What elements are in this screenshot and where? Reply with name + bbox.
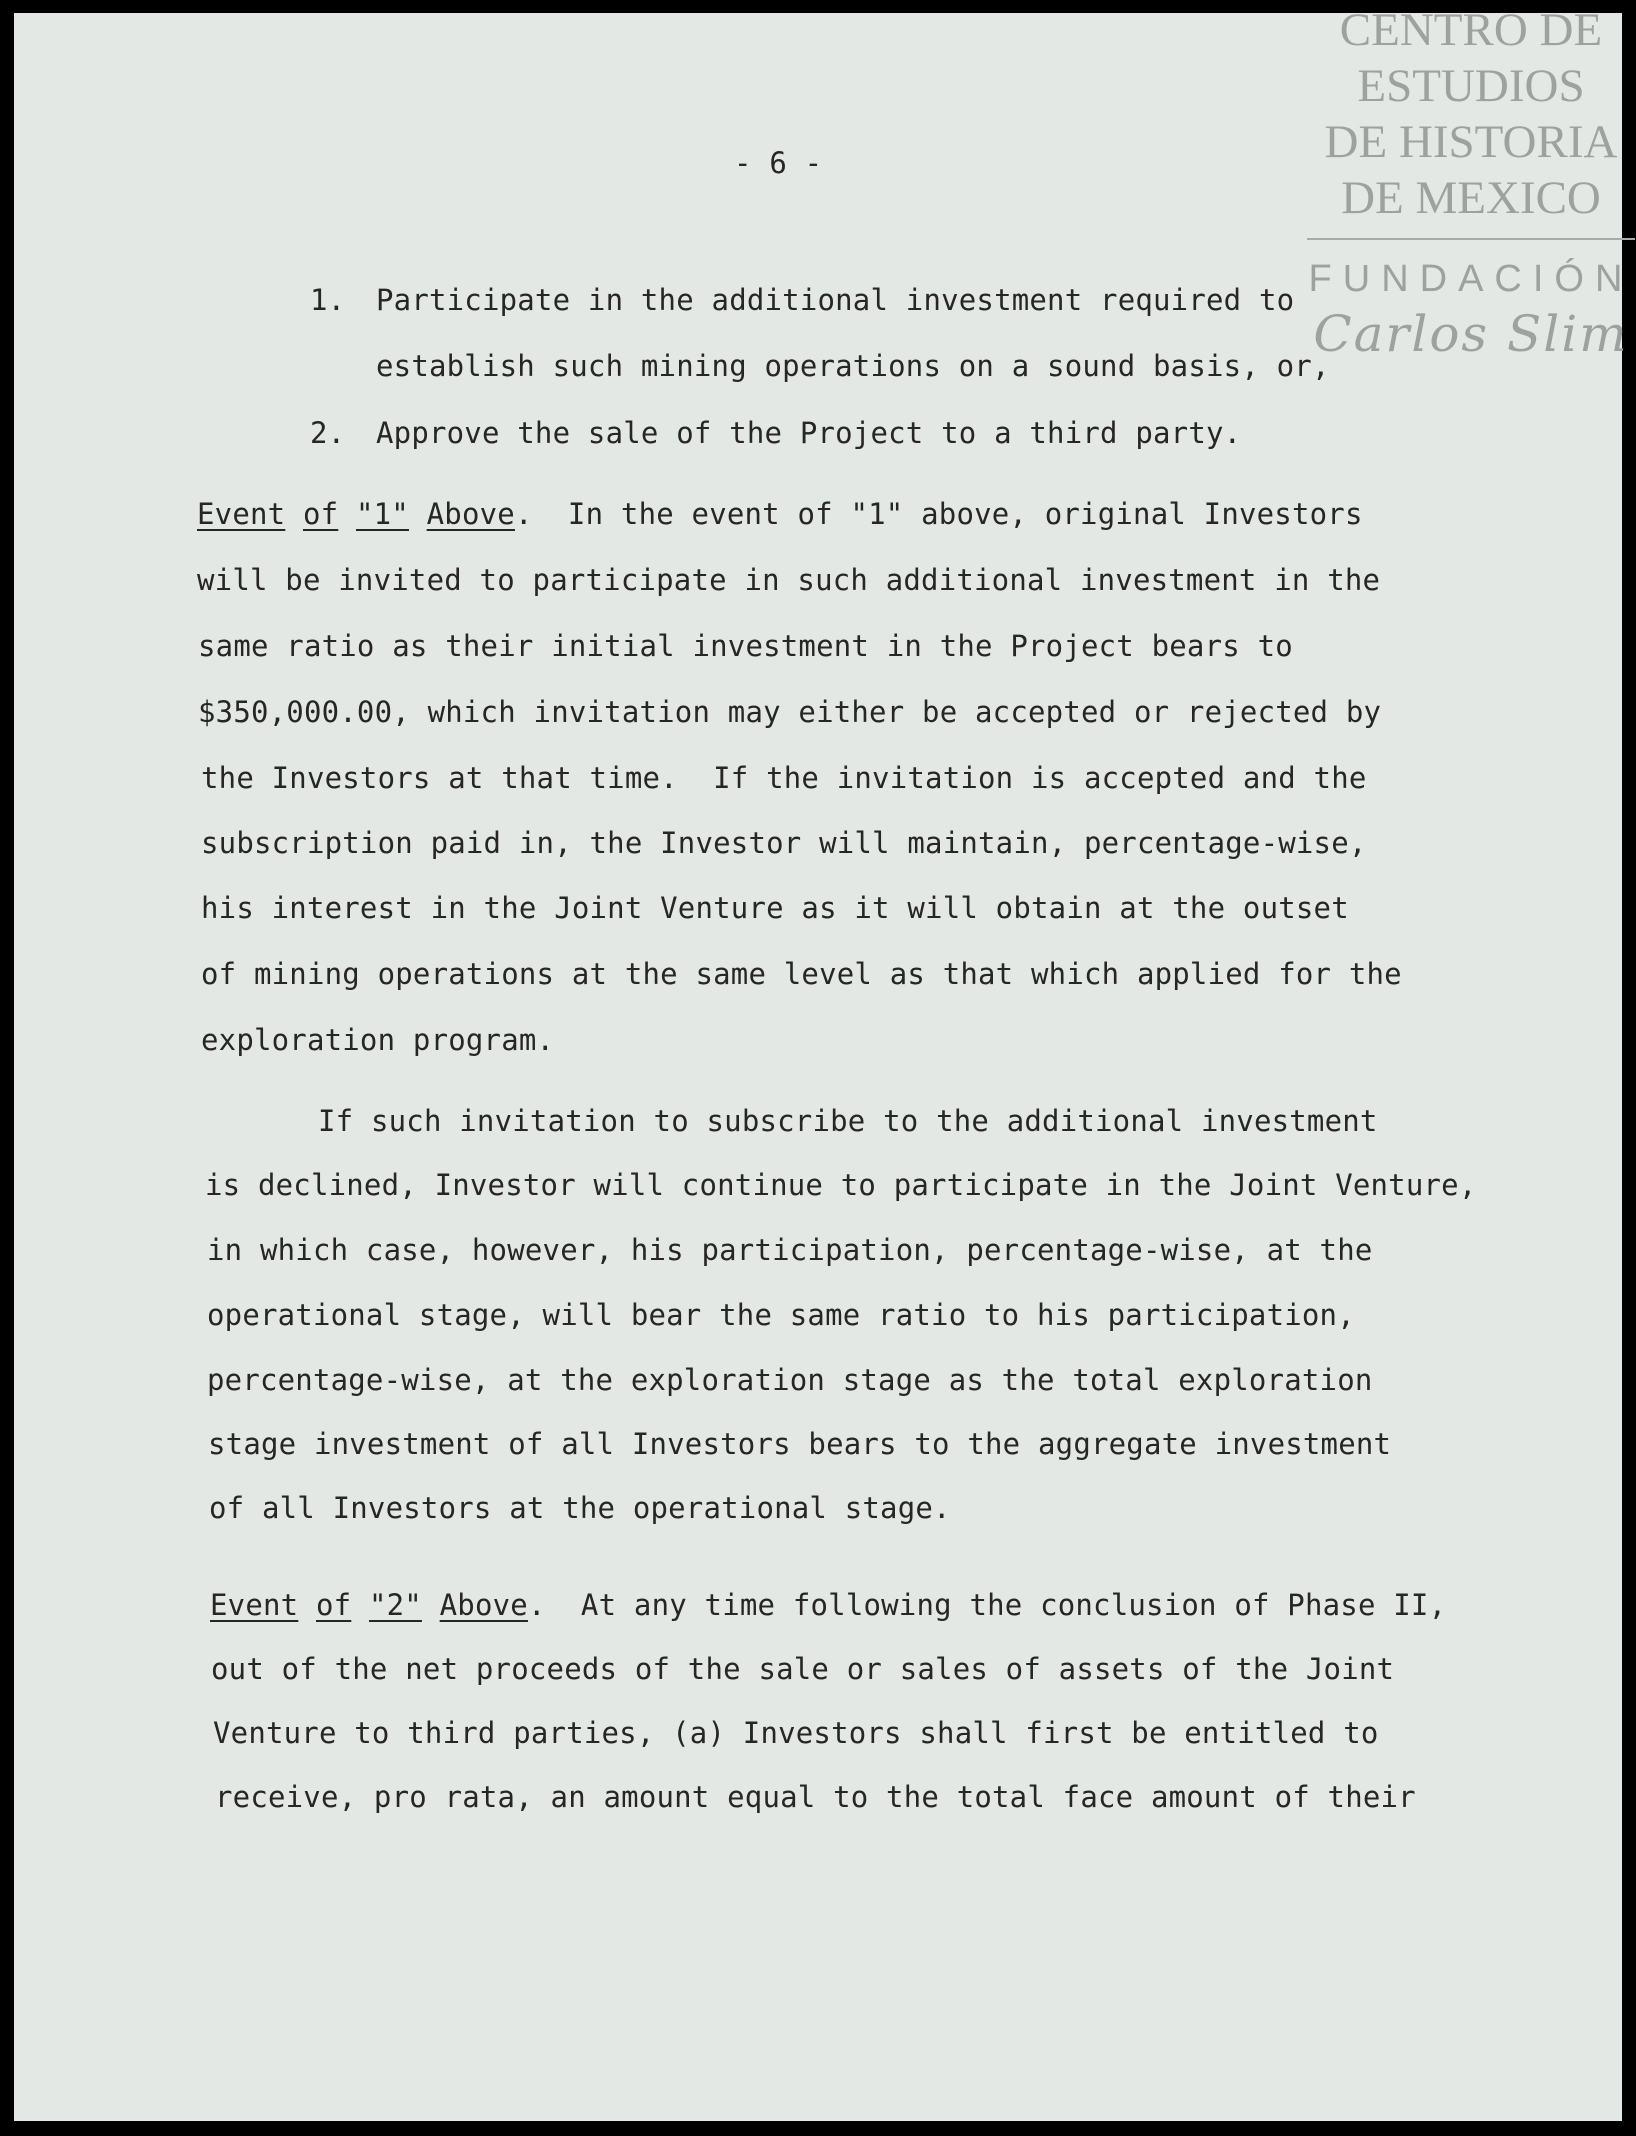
- paragraph-line: is declined, Investor will continue to participate in the Joint Venture,: [205, 1168, 1477, 1202]
- paragraph-line: will be invited to participate in such additional investment in the: [197, 563, 1381, 597]
- archive-stamp: [1307, 2, 1635, 364]
- stamp-divider: [1307, 238, 1635, 240]
- heading-underlined: "2": [368, 1588, 422, 1622]
- stamp-line: ESTUDIOS: [1357, 60, 1585, 112]
- heading-underlined: of: [302, 497, 339, 531]
- page-number: - 6 -: [734, 146, 823, 180]
- paragraph-line: $350,000.00, which invitation may either be accepted or rejected by: [198, 695, 1382, 729]
- paragraph-line: of mining operations at the same level as that which applied for the: [201, 957, 1402, 991]
- section-heading: [210, 1588, 1446, 1622]
- heading-underlined: Above: [426, 497, 515, 531]
- stamp-signature: Carlos Slim: [1313, 305, 1629, 363]
- paragraph-line: receive, pro rata, an amount equal to the total face amount of their: [215, 1780, 1416, 1814]
- paragraph-line: subscription paid in, the Investor will maintain, percentage-wise,: [201, 826, 1367, 860]
- heading-underlined: of: [315, 1588, 352, 1622]
- paragraph-line: in which case, however, his participation, percentage-wise, at the: [207, 1233, 1373, 1267]
- paragraph-line: same ratio as their initial investment in the Project bears to: [198, 629, 1293, 663]
- paragraph-line: out of the net proceeds of the sale or sales of assets of the Joint: [211, 1652, 1395, 1686]
- paragraph-line: of all Investors at the operational stage.: [209, 1491, 951, 1525]
- list-number: 2.: [310, 416, 346, 450]
- paragraph-line: percentage-wise, at the exploration stage as the total exploration: [207, 1363, 1373, 1397]
- paragraph-line: Venture to third parties, (a) Investors shall first be entitled to: [213, 1716, 1379, 1750]
- stamp-line: DE MEXICO: [1341, 172, 1601, 224]
- heading-underlined: Event: [210, 1588, 299, 1622]
- paragraph-line: the Investors at that time. If the invitation is accepted and the: [201, 761, 1367, 795]
- heading-rest: . At any time following the conclusion of Phase II,: [527, 1588, 1447, 1622]
- paragraph-line: If such invitation to subscribe to the additional investment: [318, 1104, 1378, 1138]
- section-heading: [197, 497, 1363, 531]
- paragraph-line: stage investment of all Investors bears to the aggregate investment: [208, 1427, 1392, 1461]
- paragraph-line: operational stage, will bear the same ratio to his participation,: [207, 1298, 1355, 1332]
- heading-rest: . In the event of "1" above, original Investors: [514, 497, 1363, 531]
- stamp-line: DE HISTORIA: [1324, 116, 1618, 168]
- list-item: Approve the sale of the Project to a third party.: [376, 416, 1242, 450]
- list-number: 1.: [310, 283, 346, 317]
- list-item: Participate in the additional investment required to: [376, 283, 1295, 317]
- stamp-line: CENTRO DE: [1339, 4, 1603, 56]
- heading-underlined: "1": [355, 497, 409, 531]
- paragraph-line: his interest in the Joint Venture as it will obtain at the outset: [201, 891, 1349, 925]
- heading-underlined: Event: [197, 497, 286, 531]
- heading-underlined: Above: [439, 1588, 528, 1622]
- stamp-foundation: FUNDACIÓN: [1308, 258, 1634, 300]
- paragraph-line: exploration program.: [201, 1023, 555, 1057]
- list-item: establish such mining operations on a sound basis, or,: [376, 349, 1330, 383]
